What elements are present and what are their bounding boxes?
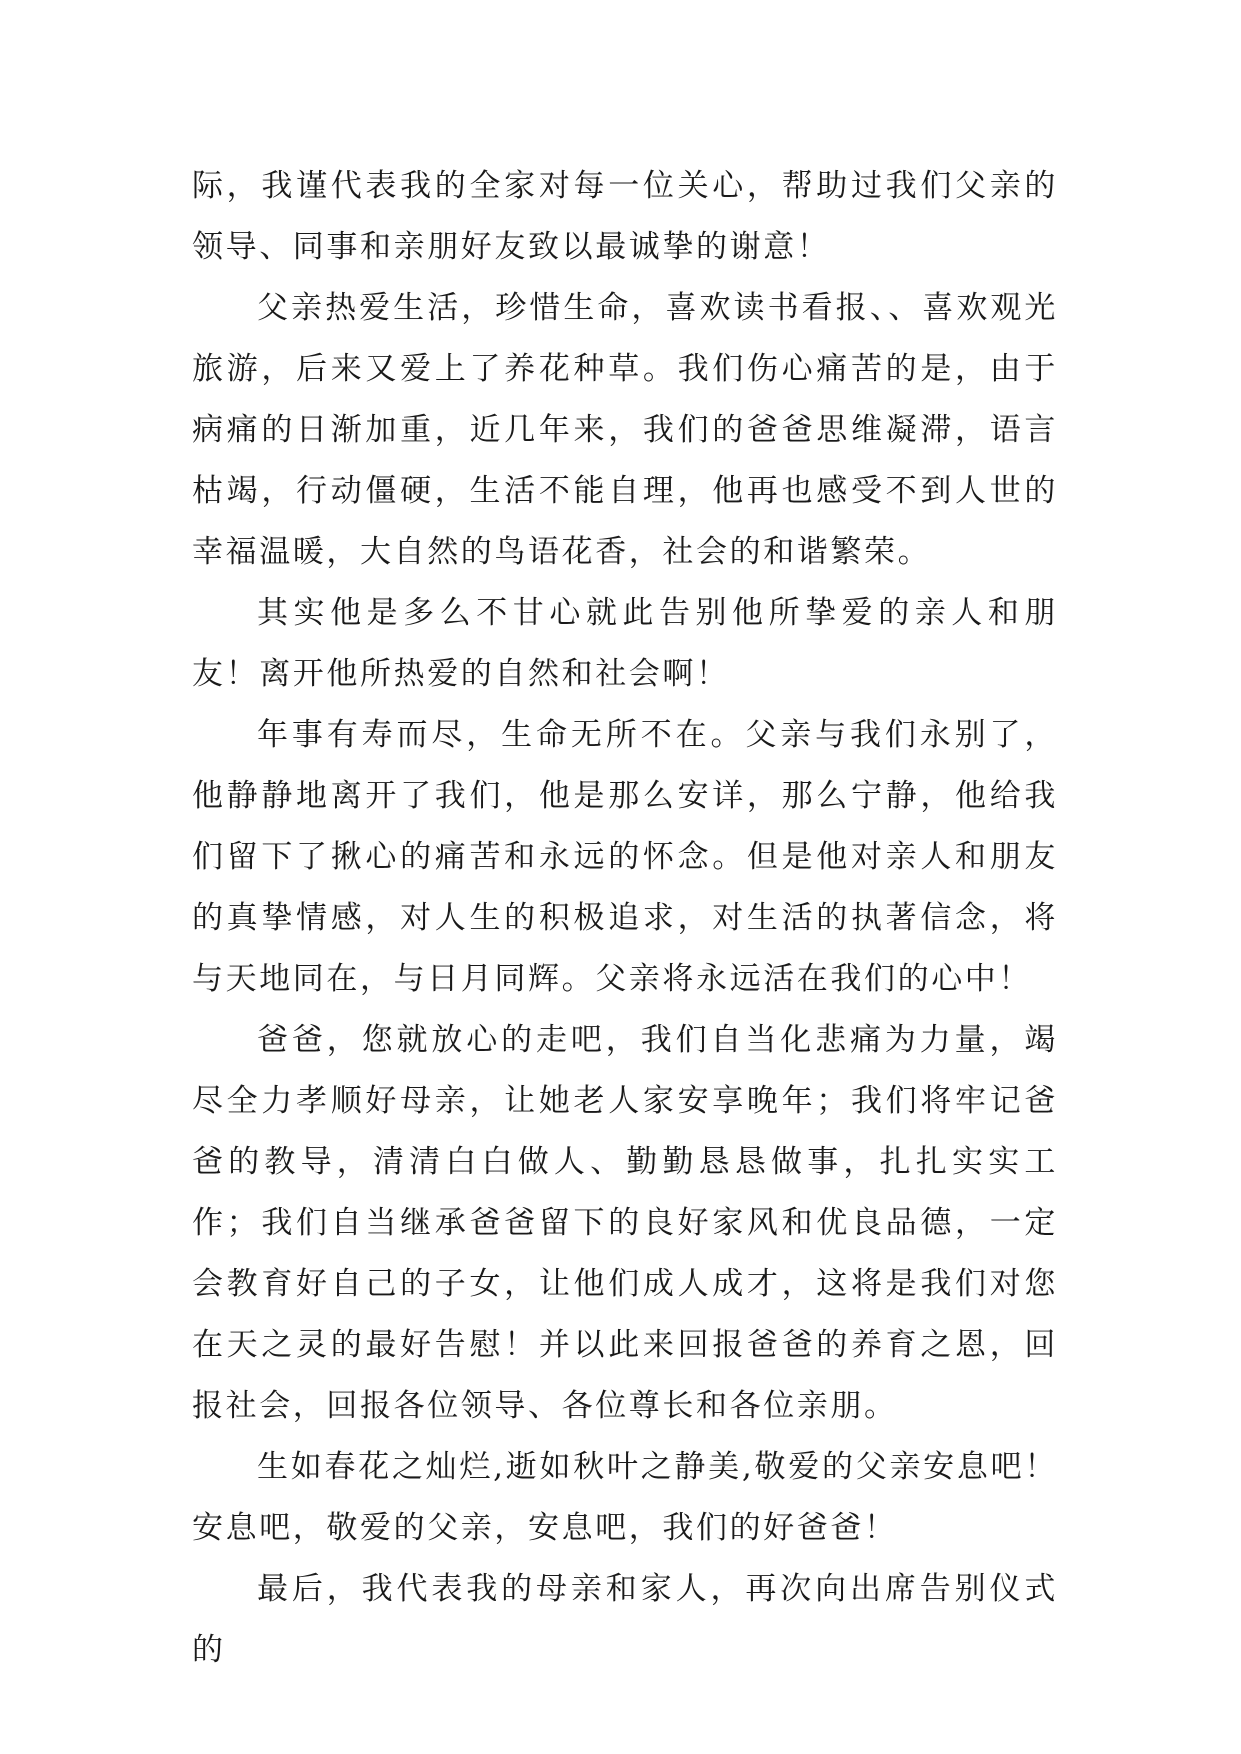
paragraph-2: 父亲热爱生活，珍惜生命，喜欢读书看报、、喜欢观光旅游，后来又爱上了养花种草。我们伤心痛苦的是，由于病痛的日渐加重，近几年来，我们的爸爸思维凝滞，语言枯竭，行动僵硬，生活不能自理，他再也感受不到人世的幸福温暖，大自然的鸟语花香，社会的和谐繁荣。 [192,290,1058,570]
paragraph-5: 爸爸，您就放心的走吧，我们自当化悲痛为力量，竭尽全力孝顺好母亲，让她老人家安享晚年；我们将牢记爸爸的教导，清清白白做人、勤勤恳恳做事，扎扎实实工作；我们自当继承爸爸留下的良好家风和优良品德，一定会教育好自己的子女，让他们成人成才，这将是我们对您在天之灵的最好告慰！并以此来回报爸爸的养育之恩，回报社会，回报各位领导、各位尊长和各位亲朋。 [192,1022,1058,1424]
paragraph-4: 年事有寿而尽，生命无所不在。父亲与我们永别了，他静静地离开了我们，他是那么安详，那么宁静，他给我们留下了揪心的痛苦和永远的怀念。但是他对亲人和朋友的真挚情感，对人生的积极追求，对生活的执著信念，将与天地同在，与日月同辉。父亲将永远活在我们的心中！ [192,717,1058,997]
paragraph-6: 生如春花之灿烂,逝如秋叶之静美,敬爱的父亲安息吧！安息吧，敬爱的父亲，安息吧，我们的好爸爸！ [192,1449,1058,1546]
paragraph-3: 其实他是多么不甘心就此告别他所挚爱的亲人和朋友！离开他所热爱的自然和社会啊！ [192,595,1058,692]
paragraph-1: 际，我谨代表我的全家对每一位关心，帮助过我们父亲的领导、同事和亲朋好友致以最诚挚的谢意！ [192,168,1058,265]
paragraph-7: 最后，我代表我的母亲和家人，再次向出席告别仪式的 [192,1571,1058,1668]
document-body [192,156,1058,1681]
